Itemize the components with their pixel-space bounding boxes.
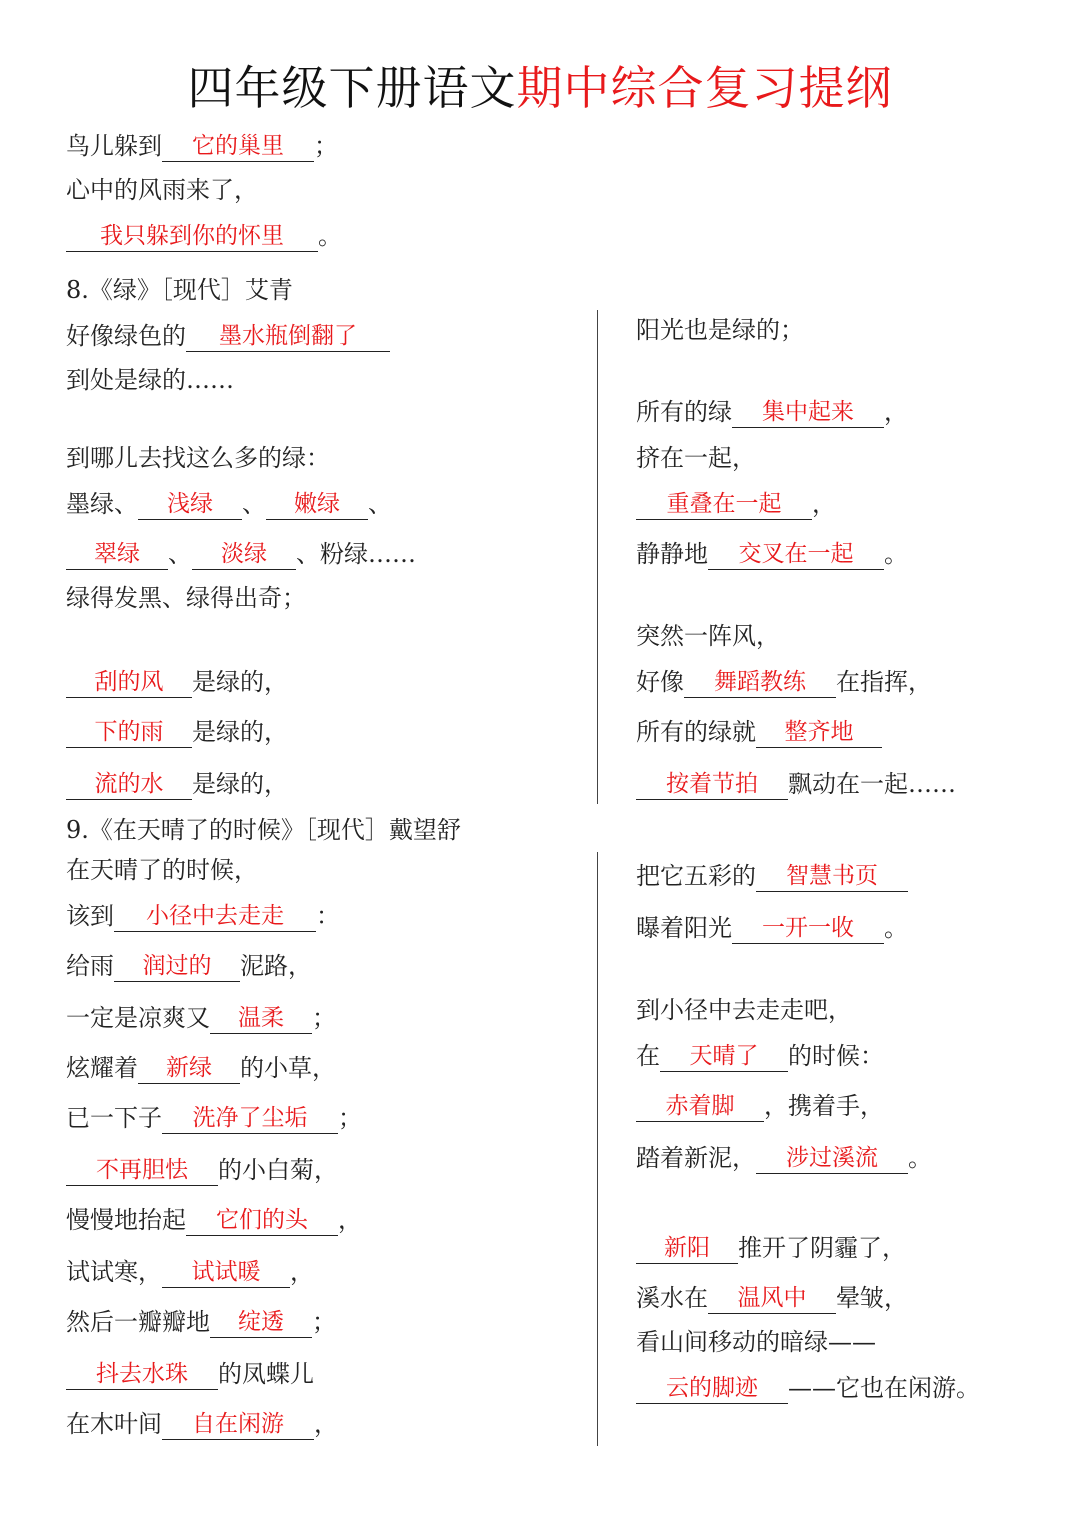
answer-blank[interactable]: 浅绿 (138, 489, 242, 520)
poem-line: 已一下子 洗净了尘垢 ； (66, 1104, 362, 1132)
answer-blank[interactable]: 我只躲到你的怀里 (66, 221, 318, 252)
answer-blank[interactable]: 小径中去走走 (114, 901, 316, 932)
poem-line: 突然一阵风， (636, 622, 780, 650)
poem-line: 试试寒， 试试暖 ， (66, 1258, 314, 1286)
answer-blank[interactable]: 翠绿 (66, 539, 168, 570)
column-divider (597, 852, 598, 1446)
poem-line: 到处是绿的…… (66, 366, 234, 394)
poem-line: 按着节拍 飘动在一起…… (636, 768, 956, 800)
poem-line: 把它五彩的 智慧书页 (636, 860, 908, 892)
answer-blank[interactable]: 自在闲游 (162, 1409, 314, 1440)
section-9-heading: 9.《在天晴了的时候》［现代］戴望舒 (66, 816, 461, 844)
poem-line: 翠绿 、 淡绿 、粉绿…… (66, 538, 416, 570)
answer-blank[interactable]: 一开一收 (732, 913, 884, 944)
poem-line: 到小径中去走走吧， (636, 996, 852, 1024)
answer-blank[interactable]: 流的水 (66, 769, 192, 800)
poem-line: 到哪儿去找这么多的绿： (66, 444, 330, 472)
poem-line: 踏着新泥， 涉过溪流 。 (636, 1144, 932, 1172)
intro-line-2: 心中的风雨来了， (66, 176, 258, 204)
title-part-black: 四年级下册语文 (187, 61, 517, 115)
answer-blank[interactable]: 墨水瓶倒翻了 (186, 321, 390, 352)
poem-line: 流的水 是绿的， (66, 768, 288, 800)
poem-line: 然后一瓣瓣地 绽透 ； (66, 1308, 336, 1336)
poem-line: 在 天晴了 的时候： (636, 1042, 884, 1070)
poem-line: 看山间移动的暗绿—— (636, 1328, 876, 1356)
answer-blank[interactable]: 下的雨 (66, 717, 192, 748)
answer-blank[interactable]: 抖去水珠 (66, 1359, 218, 1390)
answer-blank[interactable]: 淡绿 (192, 539, 296, 570)
poem-line: 赤着脚 ，携着手， (636, 1090, 884, 1122)
poem-line: 不再胆怯 的小白菊， (66, 1154, 338, 1186)
answer-blank[interactable]: 舞蹈教练 (684, 667, 836, 698)
answer-blank[interactable]: 智慧书页 (756, 861, 908, 892)
answer-blank[interactable]: 云的脚迹 (636, 1373, 788, 1404)
answer-blank[interactable]: 按着节拍 (636, 769, 788, 800)
answer-blank[interactable]: 洗净了尘垢 (162, 1103, 338, 1134)
intro-line-1: 鸟儿躲到 它的巢里 ； (66, 132, 338, 160)
poem-line: 好像 舞蹈教练 在指挥， (636, 668, 932, 696)
answer-blank[interactable]: 温风中 (708, 1283, 836, 1314)
poem-line: 下的雨 是绿的， (66, 716, 288, 748)
answer-blank[interactable]: 新阳 (636, 1233, 738, 1264)
answer-blank[interactable]: 它们的头 (186, 1205, 338, 1236)
answer-blank[interactable]: 交叉在一起 (708, 539, 884, 570)
poem-line: 好像绿色的 墨水瓶倒翻了 (66, 320, 390, 352)
answer-blank[interactable]: 涉过溪流 (756, 1143, 908, 1174)
answer-blank[interactable]: 重叠在一起 (636, 489, 812, 520)
poem-line: 一定是凉爽又 温柔 ； (66, 1004, 336, 1032)
answer-blank[interactable]: 赤着脚 (636, 1091, 764, 1122)
poem-line: 刮的风 是绿的， (66, 666, 288, 698)
column-divider (597, 310, 598, 804)
answer-blank[interactable]: 润过的 (114, 951, 240, 982)
poem-line: 在天晴了的时候， (66, 856, 258, 884)
answer-blank[interactable]: 集中起来 (732, 397, 884, 428)
answer-blank[interactable]: 温柔 (210, 1003, 312, 1034)
poem-line: 阳光也是绿的； (636, 316, 804, 344)
poem-line: 挤在一起， (636, 444, 756, 472)
poem-line: 炫耀着 新绿 的小草， (66, 1054, 336, 1082)
answer-blank[interactable]: 绽透 (210, 1307, 312, 1338)
poem-line: 新阳 推开了阴霾了， (636, 1232, 906, 1264)
poem-line: 抖去水珠 的凤蝶儿 (66, 1358, 314, 1390)
poem-line: 溪水在 温风中 晕皱， (636, 1284, 908, 1312)
poem-line: 静静地 交叉在一起 。 (636, 540, 908, 568)
poem-line: 该到 小径中去走走 ： (66, 902, 340, 930)
poem-line: 绿得发黑、绿得出奇； (66, 584, 306, 612)
answer-blank[interactable]: 天晴了 (660, 1041, 788, 1072)
title-part-red: 期中综合复习提纲 (516, 61, 893, 115)
poem-line: 所有的绿就 整齐地 (636, 716, 882, 748)
answer-blank[interactable]: 它的巢里 (162, 131, 314, 162)
poem-line: 所有的绿 集中起来 ， (636, 398, 908, 426)
poem-line: 重叠在一起 ， (636, 488, 836, 520)
section-8-heading: 8.《绿》［现代］艾青 (66, 276, 293, 304)
poem-line: 在木叶间 自在闲游 ， (66, 1410, 338, 1438)
answer-blank[interactable]: 嫩绿 (266, 489, 368, 520)
intro-line-3: 我只躲到你的怀里 。 (66, 220, 342, 252)
answer-blank[interactable]: 刮的风 (66, 667, 192, 698)
answer-blank[interactable]: 试试暖 (162, 1257, 290, 1288)
poem-line: 慢慢地抬起 它们的头 ， (66, 1206, 362, 1234)
answer-blank[interactable]: 不再胆怯 (66, 1155, 218, 1186)
poem-line: 曝着阳光 一开一收 。 (636, 914, 908, 942)
poem-line: 墨绿、 浅绿 、 嫩绿 、 (66, 490, 392, 518)
page-title (0, 56, 1080, 120)
answer-blank[interactable]: 整齐地 (756, 717, 882, 748)
poem-line: 给雨 润过的 泥路， (66, 952, 312, 980)
answer-blank[interactable]: 新绿 (138, 1053, 240, 1084)
poem-line: 云的脚迹 ——它也在闲游。 (636, 1372, 980, 1404)
